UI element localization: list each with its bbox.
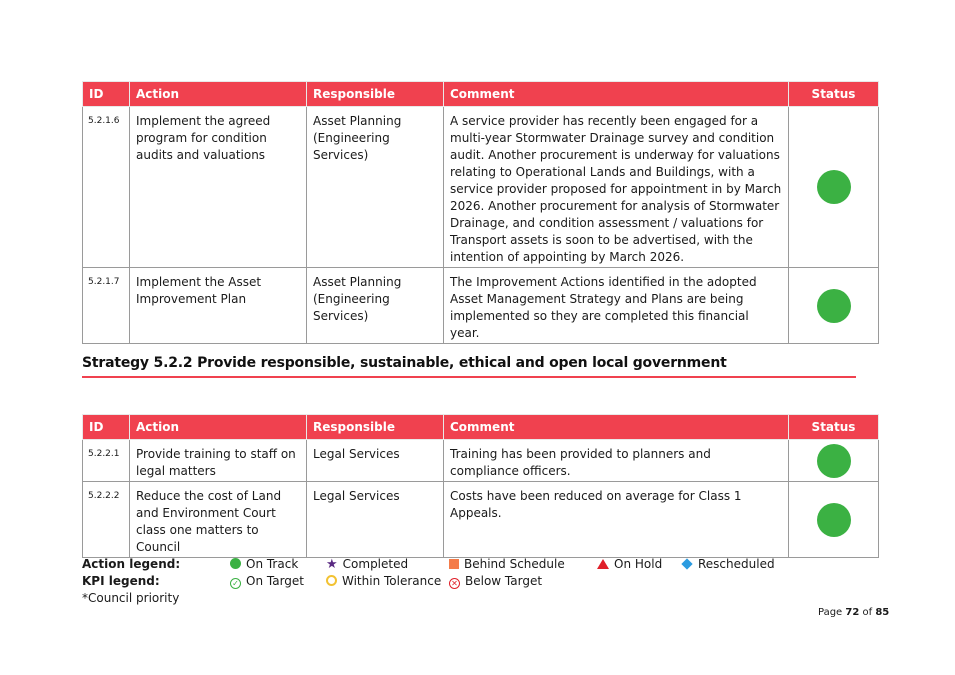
heading-underline — [82, 376, 856, 378]
row-responsible: Legal Services — [307, 482, 444, 558]
header-action: Action — [130, 415, 307, 440]
row-status — [789, 440, 879, 482]
table-row — [83, 107, 879, 268]
kpi-legend-label: KPI legend: — [82, 574, 160, 588]
page-total: 85 — [875, 607, 890, 618]
row-id: 5.2.1.7 — [83, 268, 130, 344]
header-status: Status — [789, 415, 879, 440]
orange-square-icon — [449, 559, 459, 569]
header-action: Action — [130, 82, 307, 107]
header-id: ID — [83, 82, 130, 107]
header-responsible: Responsible — [307, 82, 444, 107]
row-action: Implement the agreed program for condition audits and valuations — [130, 107, 307, 268]
page-footer — [818, 607, 889, 618]
row-action: Implement the Asset Improvement Plan — [130, 268, 307, 344]
row-id: 5.2.1.6 — [83, 107, 130, 268]
check-circle-icon: ✓ — [230, 578, 241, 589]
red-triangle-icon — [597, 559, 609, 569]
x-circle-icon: ✕ — [449, 578, 460, 589]
on-track-status-icon — [817, 170, 851, 204]
legend-on-track: On Track — [230, 556, 298, 573]
row-id: 5.2.2.1 — [83, 440, 130, 482]
header-responsible: Responsible — [307, 415, 444, 440]
star-icon: ★ — [326, 557, 338, 572]
row-status — [789, 268, 879, 344]
legend-below-target: ✕ Below Target — [449, 573, 542, 590]
on-track-status-icon — [817, 444, 851, 478]
header-id: ID — [83, 415, 130, 440]
on-track-status-icon — [817, 289, 851, 323]
table-row — [83, 482, 879, 558]
green-circle-icon — [230, 558, 241, 569]
action-table-5-2-2 — [82, 414, 879, 558]
page-word: Page — [818, 607, 843, 618]
table-row — [83, 268, 879, 344]
of-word: of — [862, 607, 873, 618]
action-table-5-2-1 — [82, 81, 879, 344]
row-comment: Training has been provided to planners and compliance officers. — [444, 440, 789, 482]
on-track-status-icon — [817, 503, 851, 537]
row-responsible: Asset Planning (Engineering Services) — [307, 107, 444, 268]
blue-diamond-icon — [681, 558, 692, 569]
legend-completed: ★ Completed — [326, 557, 409, 572]
row-status — [789, 107, 879, 268]
row-responsible: Asset Planning (Engineering Services) — [307, 268, 444, 344]
legend-rescheduled: Rescheduled — [681, 556, 775, 573]
row-comment: The Improvement Actions identified in the adopted Asset Management Strategy and Plans are being implemented so they are completed this financial year. — [444, 268, 789, 344]
legend-within-tolerance: Within Tolerance — [326, 573, 441, 590]
table-header-row — [83, 82, 879, 107]
header-comment: Comment — [444, 415, 789, 440]
action-legend-label: Action legend: — [82, 557, 181, 571]
table-header-row — [83, 415, 879, 440]
page-number: 72 — [845, 607, 860, 618]
legend-on-hold: On Hold — [597, 556, 662, 573]
council-priority-note: *Council priority — [82, 591, 180, 605]
row-comment: A service provider has recently been engaged for a multi-year Stormwater Drainage survey and condition audit. Another procurement is underway for valuations relating to Operational Lands and Buildings, with a service provider proposed for appointment in by March 2026. Another procurement for analysis of Stormwater Drainage, and condition assessment / valuations for Transport assets is soon to be advertised, with the intention of appointing by March 2026. — [444, 107, 789, 268]
table-row — [83, 440, 879, 482]
legend-on-target: ✓ On Target — [230, 573, 304, 590]
row-action: Reduce the cost of Land and Environment Court class one matters to Council — [130, 482, 307, 558]
row-action: Provide training to staff on legal matters — [130, 440, 307, 482]
row-comment: Costs have been reduced on average for Class 1 Appeals. — [444, 482, 789, 558]
row-status — [789, 482, 879, 558]
strategy-heading: Strategy 5.2.2 Provide responsible, sustainable, ethical and open local government — [82, 355, 727, 371]
header-status: Status — [789, 82, 879, 107]
header-comment: Comment — [444, 82, 789, 107]
row-responsible: Legal Services — [307, 440, 444, 482]
legend-behind-schedule: Behind Schedule — [449, 556, 565, 573]
yellow-ring-icon — [326, 575, 337, 586]
row-id: 5.2.2.2 — [83, 482, 130, 558]
